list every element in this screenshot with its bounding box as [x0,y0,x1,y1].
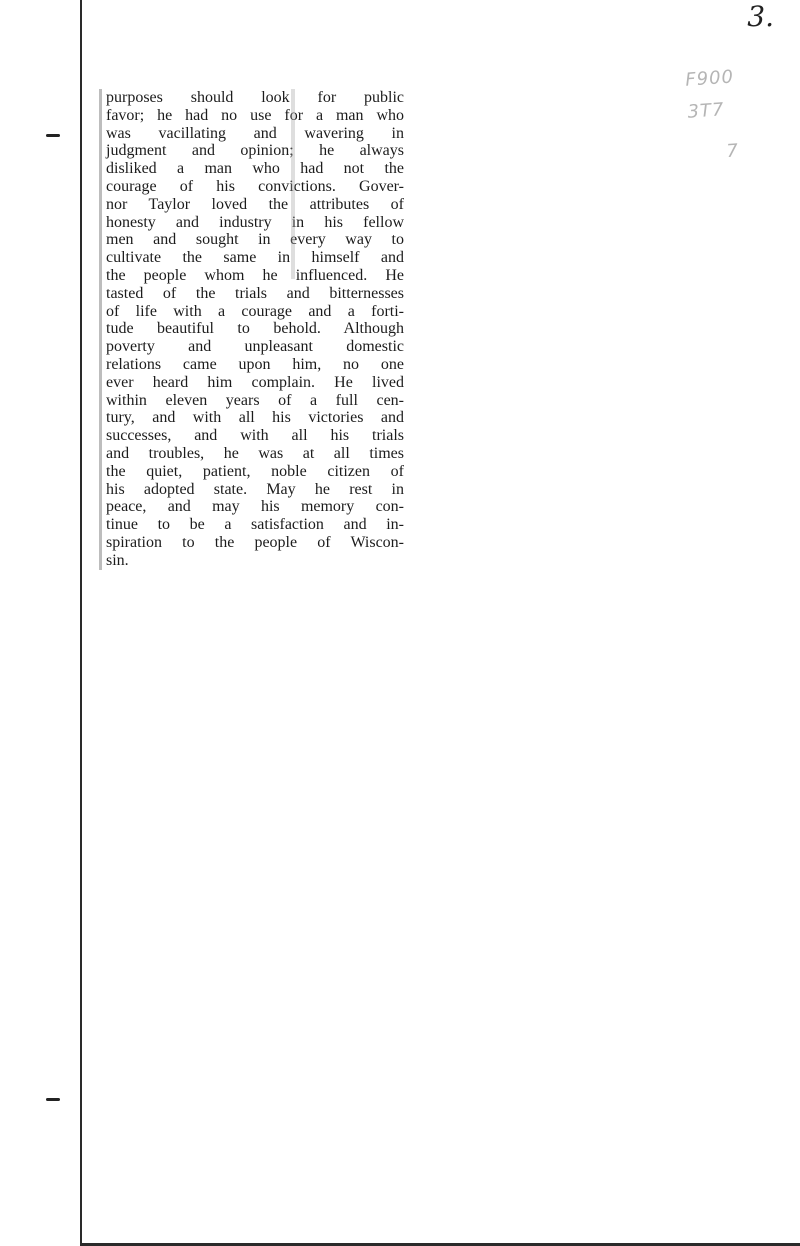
page-number: 3. [747,0,774,33]
binding-mark-top [46,134,60,137]
article-line: tury, and with all his victories and [106,409,404,427]
margin-note-line: 7 [725,140,740,163]
article-line: successes, and with all his trials [106,427,404,445]
pencil-margin-note [684,62,740,171]
article-line: men and sought in every way to [106,231,404,249]
binding-mark-bottom [46,1098,60,1101]
article-line: peace, and may his memory con- [106,498,404,516]
article-line: sin. [106,551,129,569]
article-line: tinue to be a satisfaction and in- [106,516,404,534]
article-line: his adopted state. May he rest in [106,480,404,498]
article-line: within eleven years of a full cen- [106,391,404,409]
article-line: cultivate the same in himself and [106,249,404,267]
article-line: judgment and opinion; he always [106,142,404,160]
article-line: of life with a courage and a forti- [106,302,404,320]
article-line: disliked a man who had not the [106,160,404,178]
article-line: ever heard him complain. He lived [106,373,404,391]
article-line: courage of his convictions. Gover- [106,177,404,195]
article-line: nor Taylor loved the attributes of [106,195,404,213]
article-line: tasted of the trials and bitternesses [106,284,404,302]
margin-note-line: 3T7 [686,99,726,123]
article-line: was vacillating and wavering in [106,124,404,142]
article-line: relations came upon him, no one [106,355,404,373]
page-left-rule [80,0,82,1246]
article-line: the people whom he influenced. He [106,266,404,284]
article-line: spiration to the people of Wiscon- [106,533,404,551]
article-line: favor; he had no use for a man who [106,106,404,124]
article-line: the quiet, patient, noble citizen of [106,462,404,480]
margin-note-line: F900 [684,66,735,91]
article-line: honesty and industry in his fellow [106,213,404,231]
article-line: tude beautiful to behold. Although [106,320,404,338]
article-line: and troubles, he was at all times [106,444,404,462]
article-line: purposes should look for public [106,89,404,106]
article-line: poverty and unpleasant domestic [106,338,404,356]
newspaper-clipping [99,89,404,570]
